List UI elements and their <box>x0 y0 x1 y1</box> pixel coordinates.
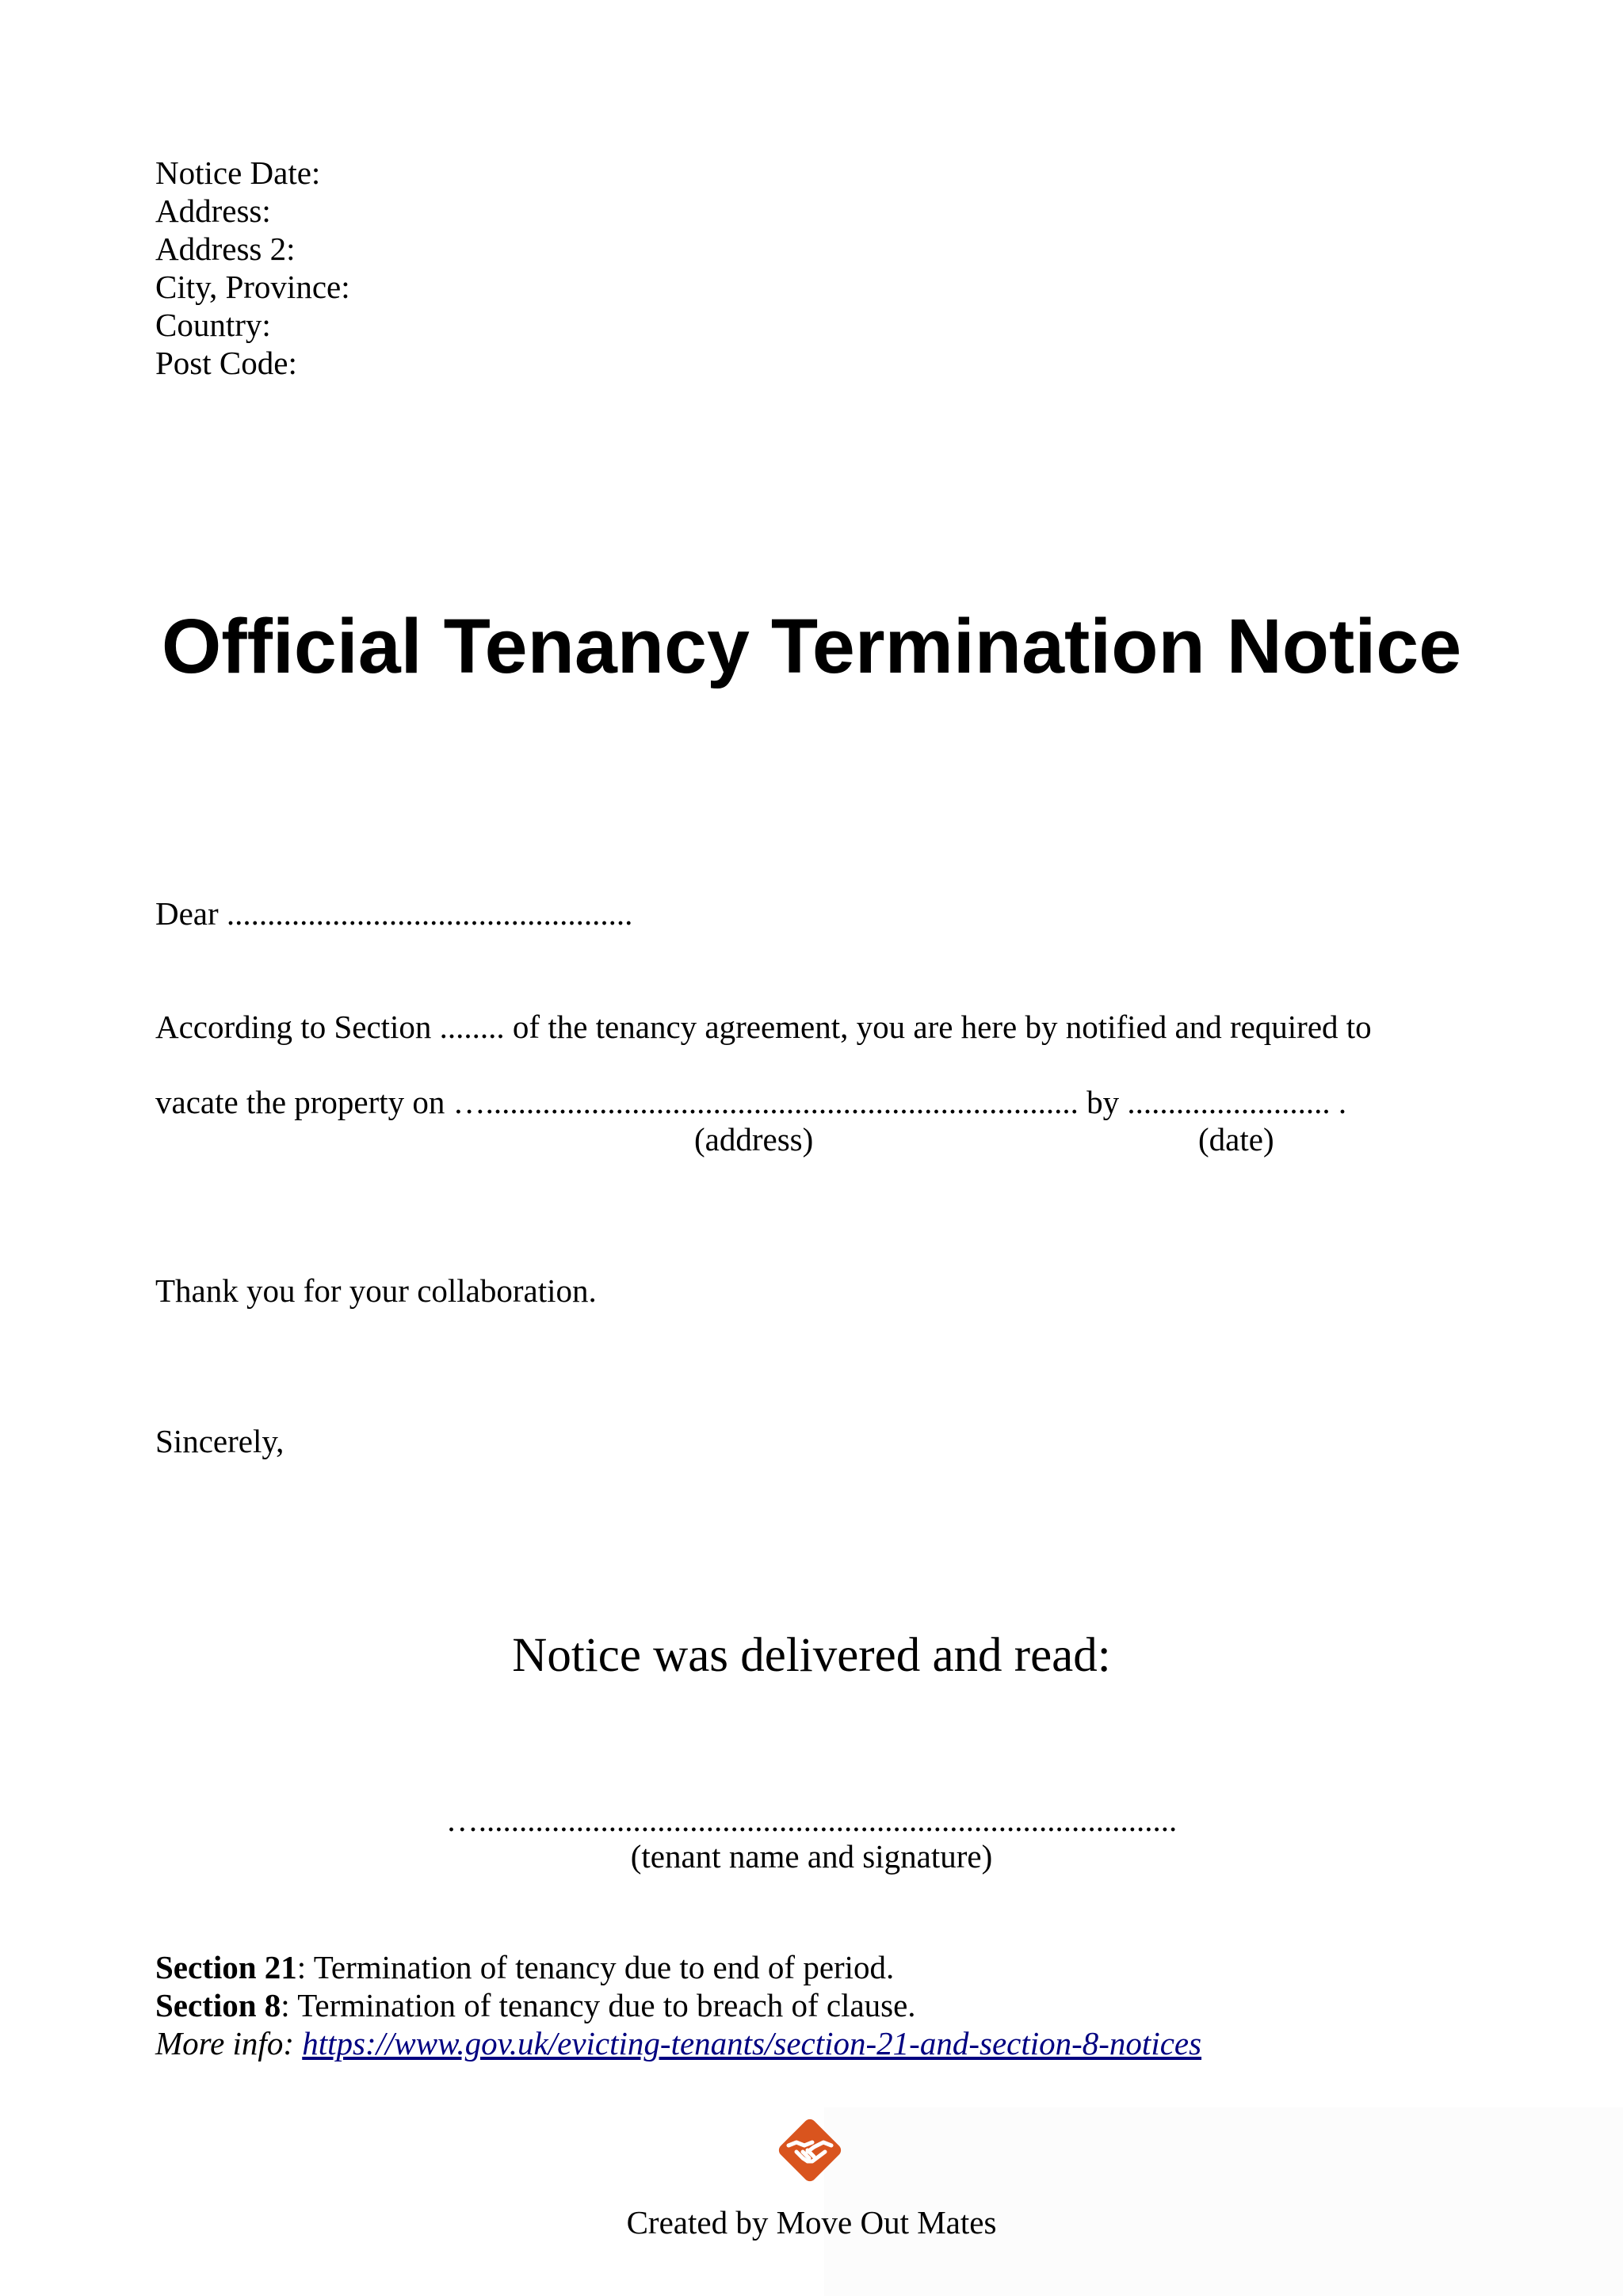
address2-label: Address 2: <box>155 231 296 267</box>
post-code-label: Post Code: <box>155 345 297 381</box>
country-label: Country: <box>155 307 271 343</box>
notice-paragraph-line2: vacate the property on …......................................................................... by ......................... . <box>155 1084 1347 1120</box>
closing-text: Sincerely, <box>155 1423 285 1459</box>
credit-text: Created by Move Out Mates <box>626 2204 997 2241</box>
city-province-label: City, Province: <box>155 269 350 305</box>
section8-text: : Termination of tenancy due to breach of clause. <box>281 1987 916 2023</box>
address-caption: (address) <box>694 1121 814 1158</box>
date-caption: (date) <box>1198 1121 1274 1158</box>
delivered-heading: Notice was delivered and read: <box>512 1629 1111 1682</box>
notice-date-label: Notice Date: <box>155 154 321 191</box>
more-info-label: More info: <box>155 2025 303 2061</box>
section8-note <box>155 1986 1201 2024</box>
section21-note <box>155 1948 1201 1986</box>
section-notes <box>155 1948 1201 2062</box>
more-info-link[interactable]: https://www.gov.uk/evicting-tenants/section-21-and-section-8-notices <box>302 2025 1202 2061</box>
more-info-note <box>155 2024 1201 2062</box>
signature-line: …...................................................................................... <box>445 1802 1178 1838</box>
handshake-icon <box>766 2111 854 2190</box>
page-corner-shade <box>824 2107 1623 2296</box>
section21-text: : Termination of tenancy due to end of period. <box>296 1949 895 1985</box>
signature-caption: (tenant name and signature) <box>630 1838 993 1875</box>
salutation: Dear .................................................. <box>155 895 633 932</box>
document-title: Official Tenancy Termination Notice <box>161 603 1462 689</box>
section8-label: Section 8 <box>155 1987 281 2023</box>
address-header <box>155 154 350 382</box>
address-label: Address: <box>155 193 271 229</box>
section21-label: Section 21 <box>155 1949 297 1985</box>
notice-paragraph-line1: According to Section ........ of the tenancy agreement, you are here by notified and required to <box>155 1009 1372 1045</box>
thanks-text: Thank you for your collaboration. <box>155 1272 597 1309</box>
